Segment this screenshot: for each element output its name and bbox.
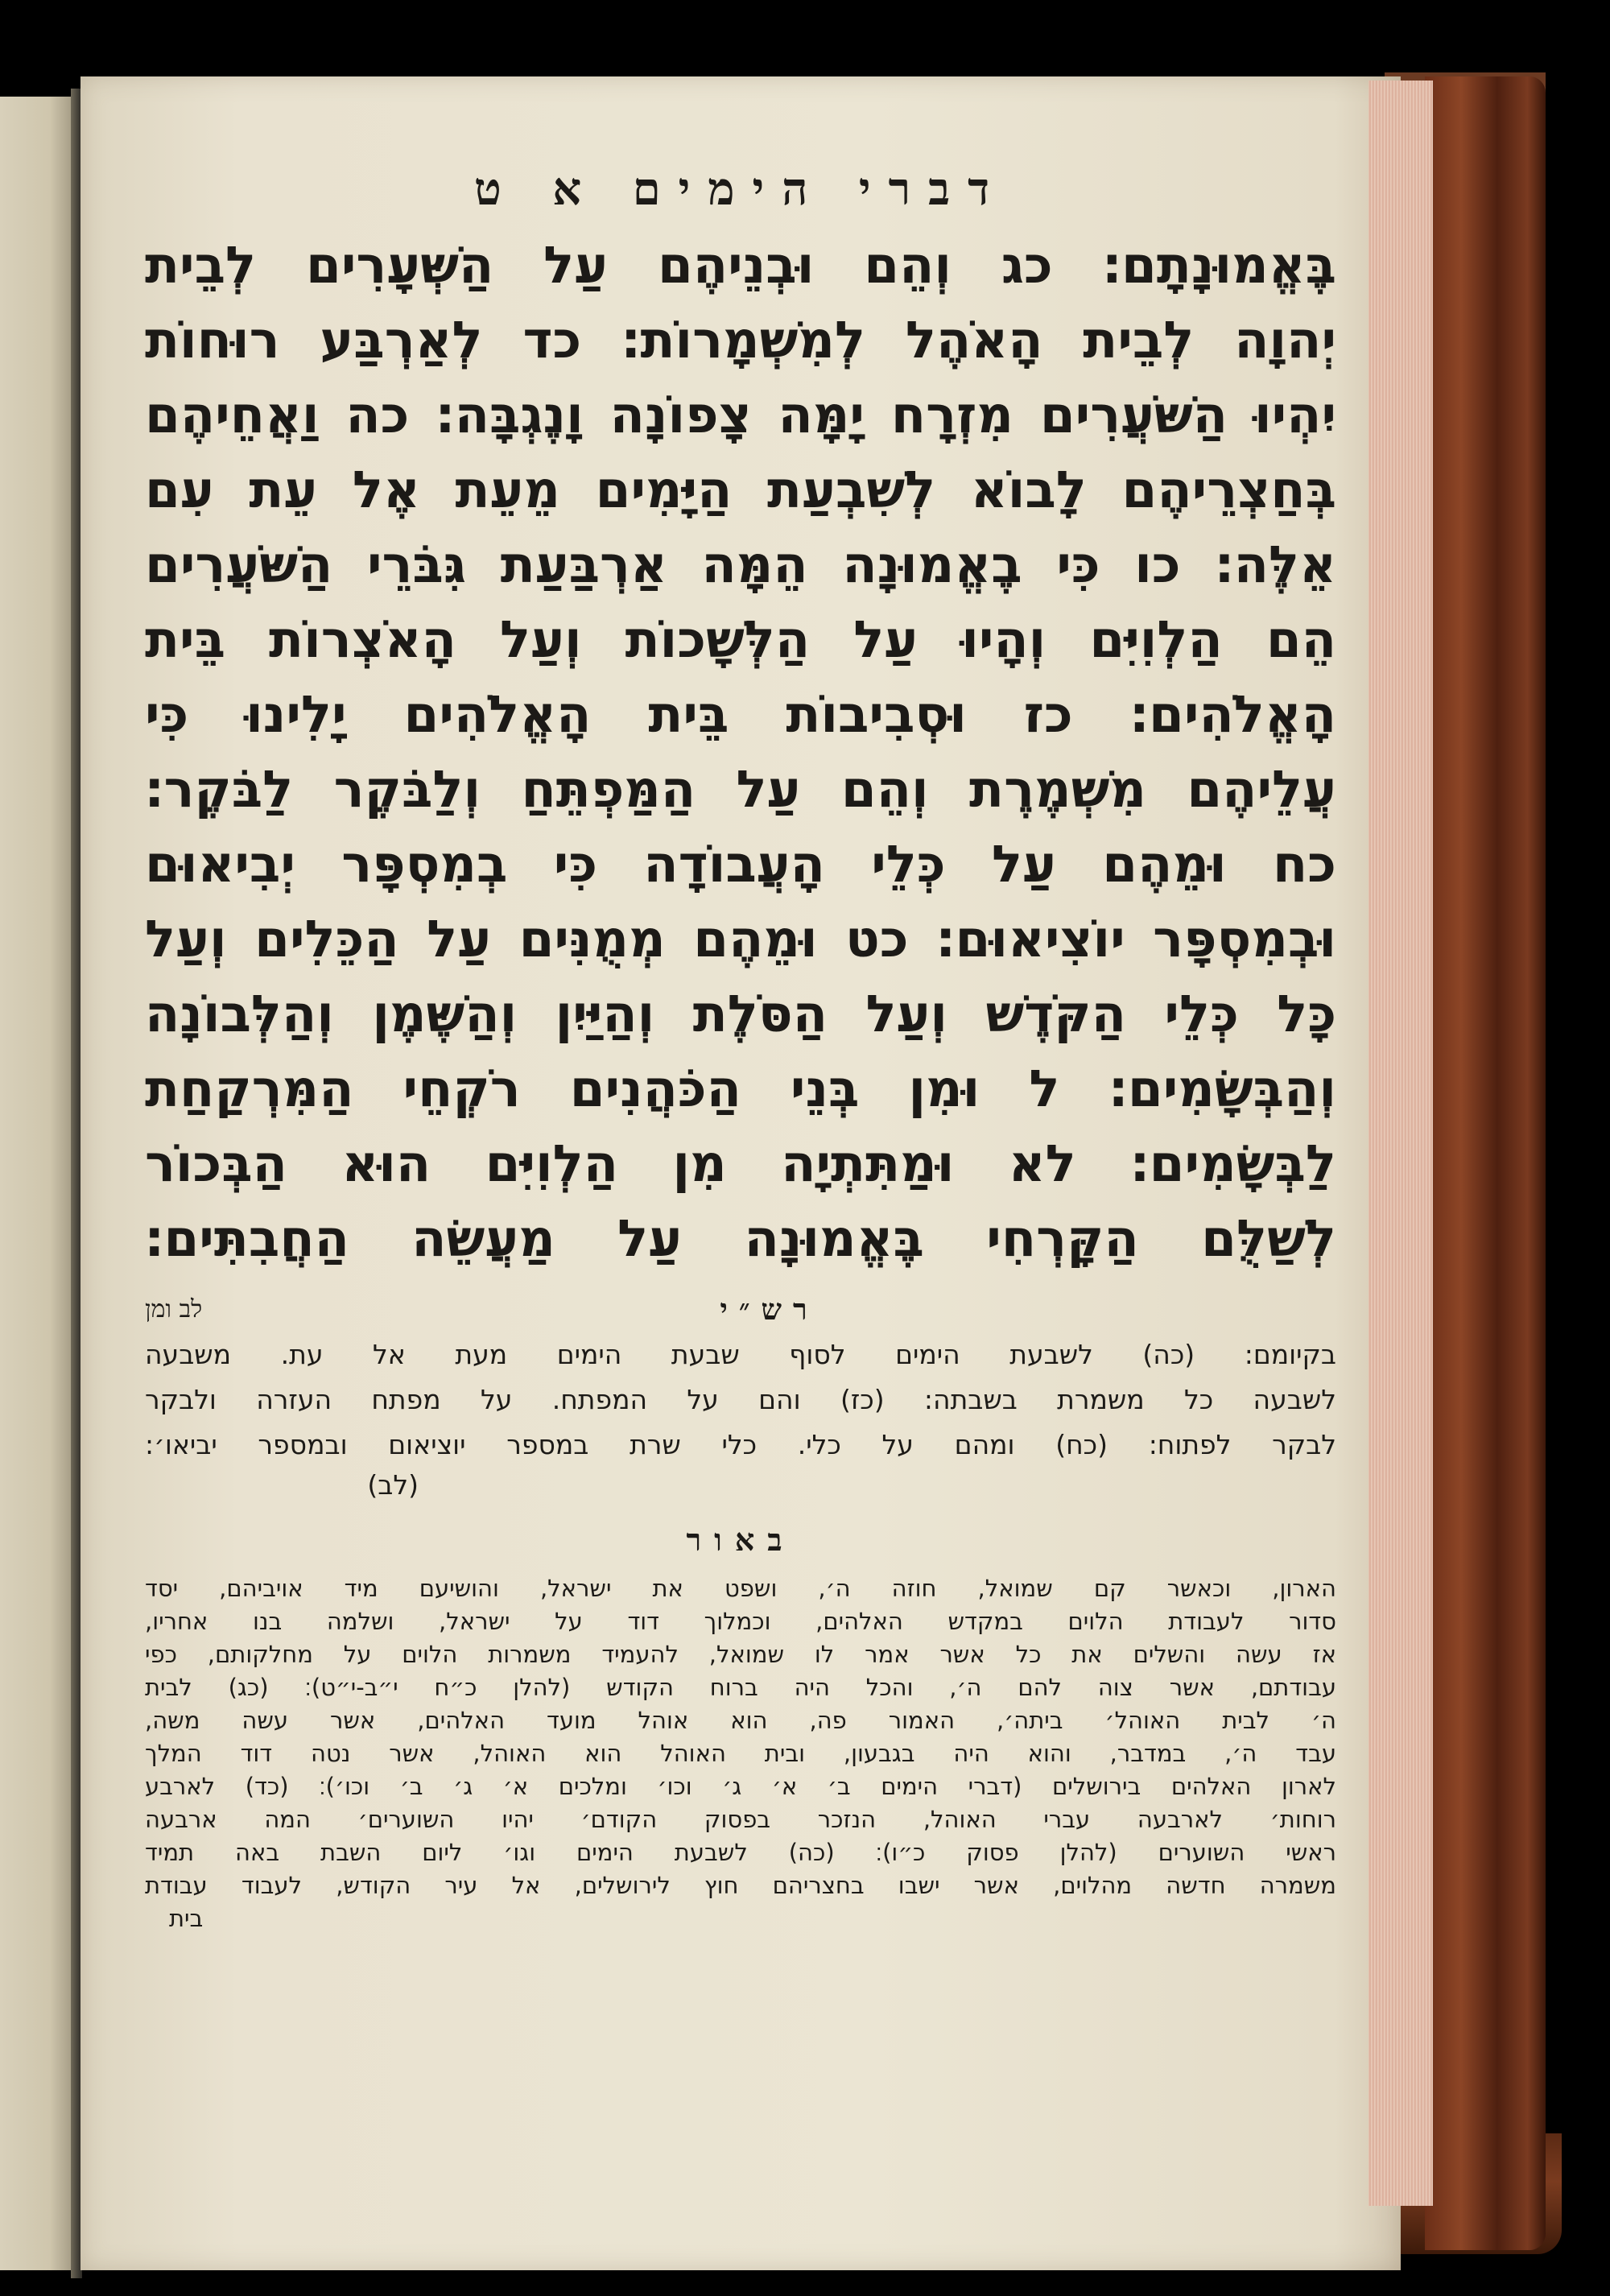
main-text-line: בֶּאֱמוּנָתָם׃ כג וְהֵם וּבְנֵיהֶם עַל הַשְּׁעָרִים לְבֵית [145, 236, 1336, 295]
biur-title: באור [686, 1522, 795, 1558]
biur-commentary [145, 1572, 1336, 1935]
main-text-line: הֵם הַלְוִיִּם וְהָיוּ עַל הַלְּשָׁכוֹת וְעַל הָאֹצְרוֹת בֵּית [145, 610, 1336, 669]
rashi-line: לשבעה כל משמרת בשבתה: (כז) והם על המפתח. על מפתח העזרה ולבקר [145, 1384, 1336, 1415]
rashi-catchword: לב ומן [145, 1295, 203, 1324]
biur-line: לארון האלהים בירושלים (דברי הימים ב׳ א׳ ג׳ וכו׳ ומלכים א׳ ג׳ ב׳ וכו׳)׃ (כד) לארבע [145, 1773, 1336, 1800]
biur-line: רוחות׳ לארבעה עברי האוהל, הנזכר בפסוק הקודם׳ יהיו השוערים׳ המה ארבעה [145, 1806, 1336, 1833]
main-text-line: וּבְמִסְפָּר יוֹצִיאוּם׃ כט וּמֵהֶם מְמֻנִּים עַל הַכֵּלִים וְעַל [145, 910, 1336, 968]
rashi-line: לבקר לפתוח: (כח) ומהם על כלי. כלי שרת במספר יוציאום ובמספר יביאו׳: [145, 1429, 1336, 1460]
rashi-line: (לב) [367, 1469, 419, 1501]
main-text-line: בְּחַצְרֵיהֶם לָבוֹא לְשִׁבְעַת הַיָּמִים מֵעֵת אֶל עֵת עִם [145, 460, 1336, 519]
biur-catchword: בית [169, 1905, 204, 1932]
main-text [145, 228, 1336, 1276]
main-text-line: אֵלֶּה׃ כו כִּי בֶאֱמוּנָה הֵמָּה אַרְבַּעַת גִּבֹּרֵי הַשֹּׁעֲרִים [145, 535, 1336, 594]
book-cover-edge [1425, 76, 1546, 2250]
running-head: דברי הימים א ט [473, 163, 1008, 216]
main-text-line: לְשַׁלֻּם הַקָּרְחִי בֶּאֱמוּנָה עַל מַעֲשֵׂה הַחֲבִתִּים׃ [145, 1209, 1336, 1268]
main-text-line: יְהוָה לְבֵית הָאֹהֶל לְמִשְׁמָרוֹת׃ כד לְאַרְבַּע רוּחוֹת [145, 311, 1336, 370]
biur-line: סדור לעבודת הלוים במקדש האלהים, וכמלוך דוד על ישראל, ושלמה בנו אחריו, [145, 1608, 1336, 1635]
page-content [145, 157, 1336, 1935]
rashi-commentary [145, 1332, 1336, 1503]
main-text-line: יִהְיוּ הַשֹּׁעֲרִים מִזְרָח יָמָּה צָפוֹנָה וָנֶגְבָּה׃ כה וַאֲחֵיהֶם [145, 386, 1336, 444]
rashi-title: רש״י [720, 1293, 819, 1327]
main-text-line: עֲלֵיהֶם מִשְׁמֶרֶת וְהֵם עַל הַמַּפְתֵּחַ וְלַבֹּקֶר לַבֹּקֶר׃ [145, 760, 1336, 819]
biur-line: ה׳ לבית האוהל׳ ביתה׳, האמור פה, הוא אוהל מועד האלהים, אשר עשה משה, [145, 1707, 1336, 1734]
main-text-line: וְהַבְּשָׂמִים׃ ל וּמִן בְּנֵי הַכֹּהֲנִים רֹקְחֵי הַמִּרְקַחַת [145, 1059, 1336, 1118]
main-text-line: כָּל כְּלֵי הַקֹּדֶשׁ וְעַל הַסֹּלֶת וְהַיַּיִן וְהַשֶּׁמֶן וְהַלְּבוֹנָה [145, 985, 1336, 1043]
biur-line: הארון, וכאשר קם שמואל, חוזה ה׳, ושפט את ישראל, והושיעם מיד אויביהם, יסד [145, 1575, 1336, 1602]
main-text-line: הָאֱלֹהִים׃ כז וּסְבִיבוֹת בֵּית הָאֱלֹהִים יָלִינוּ כִּי [145, 685, 1336, 744]
biur-line: משמרה חדשה מהלוים, אשר ישבו בחצריהם חוץ לירושלים, אל עיר הקודש, לעבוד עבודת [145, 1872, 1336, 1899]
rashi-heading [145, 1287, 1336, 1332]
left-page-edge [0, 97, 73, 2270]
main-text-line: כח וּמֵהֶם עַל כְּלֵי הָעֲבוֹדָה כִּי בְמִסְפָּר יְבִיאוּם [145, 835, 1336, 894]
biur-line: עבודתם, אשר צוה להם ה׳, והכל היה ברוח הקודש (להלן כ״ח י״ב-י״ט)׃ (כג) לבית [145, 1674, 1336, 1701]
biur-line: אז עשה והשלים את כל אשר אמר לו שמואל, להעמיד משמרות הלוים על מחלקותם, כפי [145, 1641, 1336, 1668]
biur-line: עבד ה׳, במדבר, והוא היה בגבעון, ובית האוהל הוא האוהל, אשר נטה דוד המלך [145, 1740, 1336, 1767]
main-text-line: לַבְּשָׂמִים׃ לא וּמַתִּתְיָה מִן הַלְוִיִּם הוּא הַבְּכוֹר [145, 1134, 1336, 1193]
page-edges [1368, 81, 1433, 2206]
biur-line: ראשי השוערים (להלן פסוק כ״ו)׃ (כה) לשבעת הימים וגו׳ ליום השבת באה תמיד [145, 1839, 1336, 1866]
rashi-line: בקיומם: (כה) לשבעת הימים לסוף שבעת הימים מעת אל עת. משבעה [145, 1339, 1336, 1370]
